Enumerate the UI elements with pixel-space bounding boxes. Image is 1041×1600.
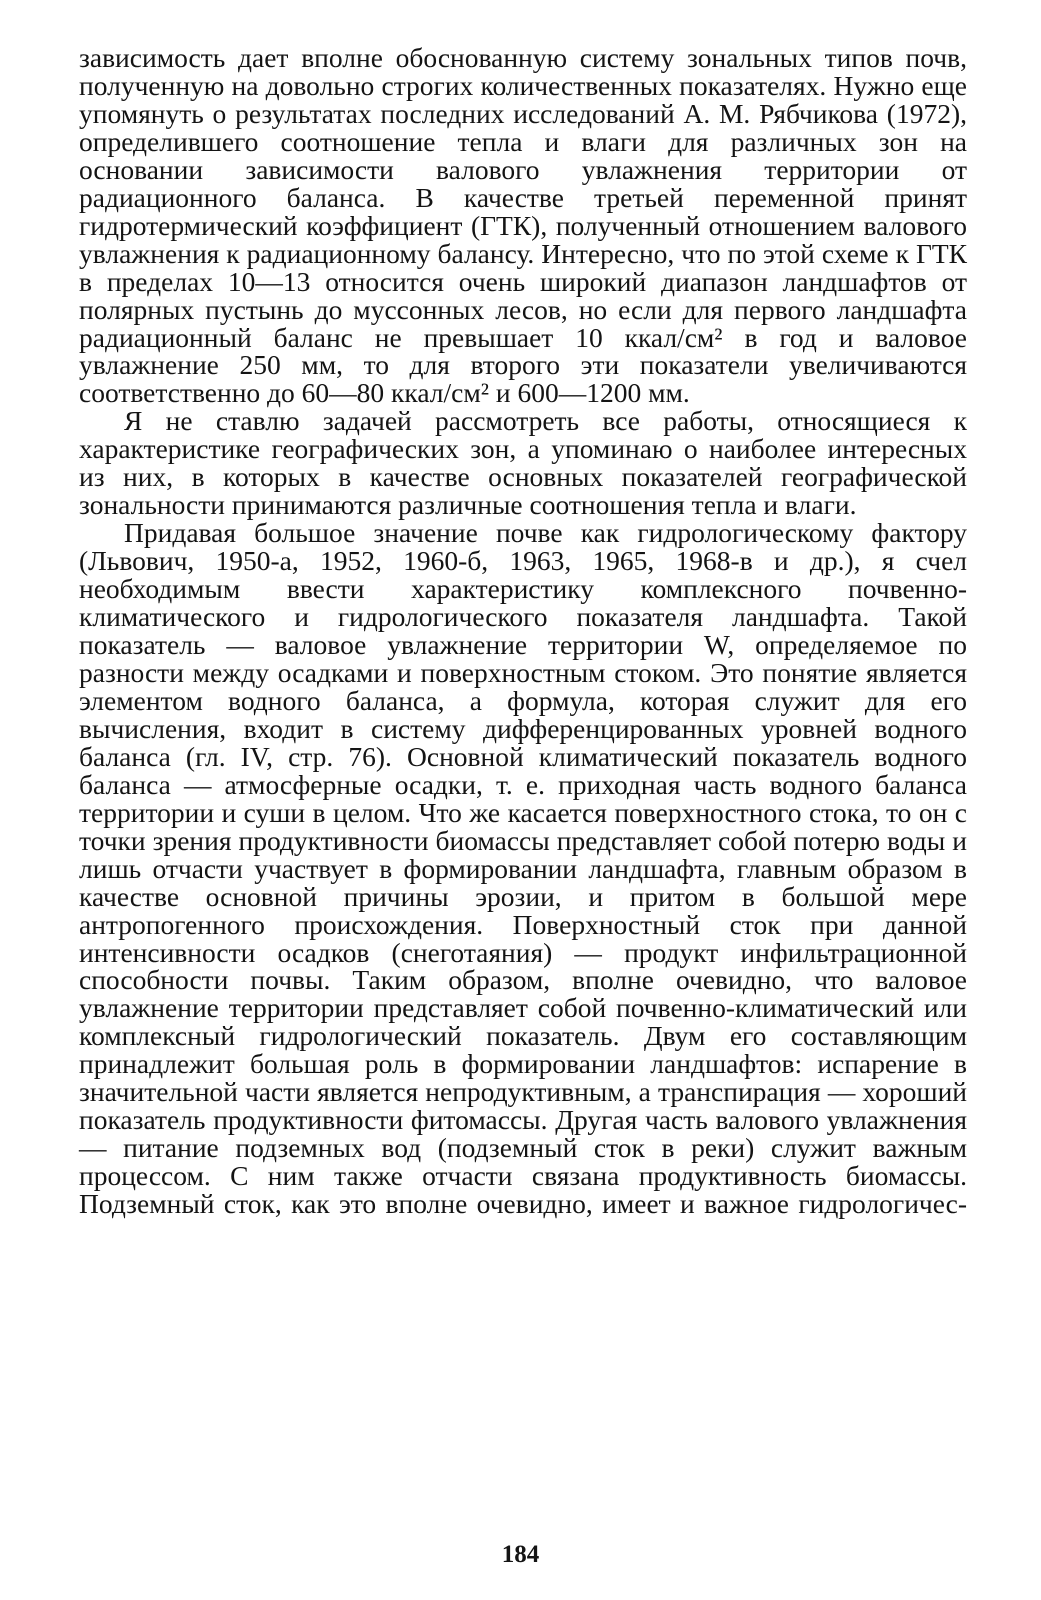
paragraph-geographic-zones: Я не ставлю задачей рассмотреть все работы, относящиеся к характеристике географических зон, а упоминаю о наиболее интересных из них, в которых в качестве основных показателей географической зональности принимаются различные соотношения тепла и влаги. bbox=[79, 405, 967, 521]
page-number: 184 bbox=[501, 1541, 540, 1568]
paragraph-zonal-soil-types: зависимость дает вполне обоснованную систему зональных типов почв, полученную на довольно строгих количественных показателях. Нужно еще упомянуть о результатах последних исследований А. М. Рябчикова (1972), определившего соотношение тепла и влаги для различных зон на основании зависимости валового увлажнения территории от радиационного баланса. В качестве третьей переменной принят гидротермический коэффициент (ГТК), полученный отношением валового увлажнения к радиационному балансу. Интересно, что по этой схеме к ГТК в пределах 10—13 относится очень широкий диапазон ландшафтов от полярных пустынь до муссонных лесов, но если для первого ландшафта радиационный баланс не превышает 10 ккал/см² в год и валовое увлажнение 250 мм, то для второго эти показатели увеличиваются соответственно до 60—80 ккал/см² и 600—1200 мм. bbox=[79, 42, 967, 409]
body-text bbox=[79, 44, 967, 1218]
paragraph-total-moistening: Придавая большое значение почве как гидрологическому фактору (Львович, 1950-а, 1952, 1960-б, 1963, 1965, 1968-в и др.), я счел необходимым ввести характеристику комплексного почвенно-климатического и гидрологического показателя ландшафта. Такой показатель — валовое увлажнение территории W, определяемое по разности между осадками и поверхностным стоком. Это понятие является элементом водного баланса, а формула, которая служит для его вычисления, входит в систему дифференцированных уровней водного баланса (гл. IV, стр. 76). Основной климатический показатель водного баланса — атмосферные осадки, т. е. приходная часть водного баланса территории и суши в целом. Что же касается поверхностного стока, то он с точки зрения продуктивности биомассы представляет собой потерю воды и лишь отчасти участвует в формировании ландшафта, главным образом в качестве основной причины эрозии, и притом в большой мере антропогенного происхождения. Поверхностный сток при данной интенсивности осадков (снеготаяния) — продукт инфильтрационной способности почвы. Таким образом, вполне очевидно, что валовое увлажнение территории представляет собой почвенно-климатический или комплексный гидрологический показатель. Двум его составляющим принадлежит большая роль в формировании ландшафтов: испарение в значительной части является непродуктивным, а транспирация — хороший показатель продуктивности фитомассы. Другая часть валового увлажнения — питание подземных вод (подземный сток в реки) служит важным процессом. С ним также отчасти связана продуктивность биомассы. Подземный сток, как это вполне очевидно, имеет и важное гидрологичес- bbox=[79, 517, 967, 1220]
